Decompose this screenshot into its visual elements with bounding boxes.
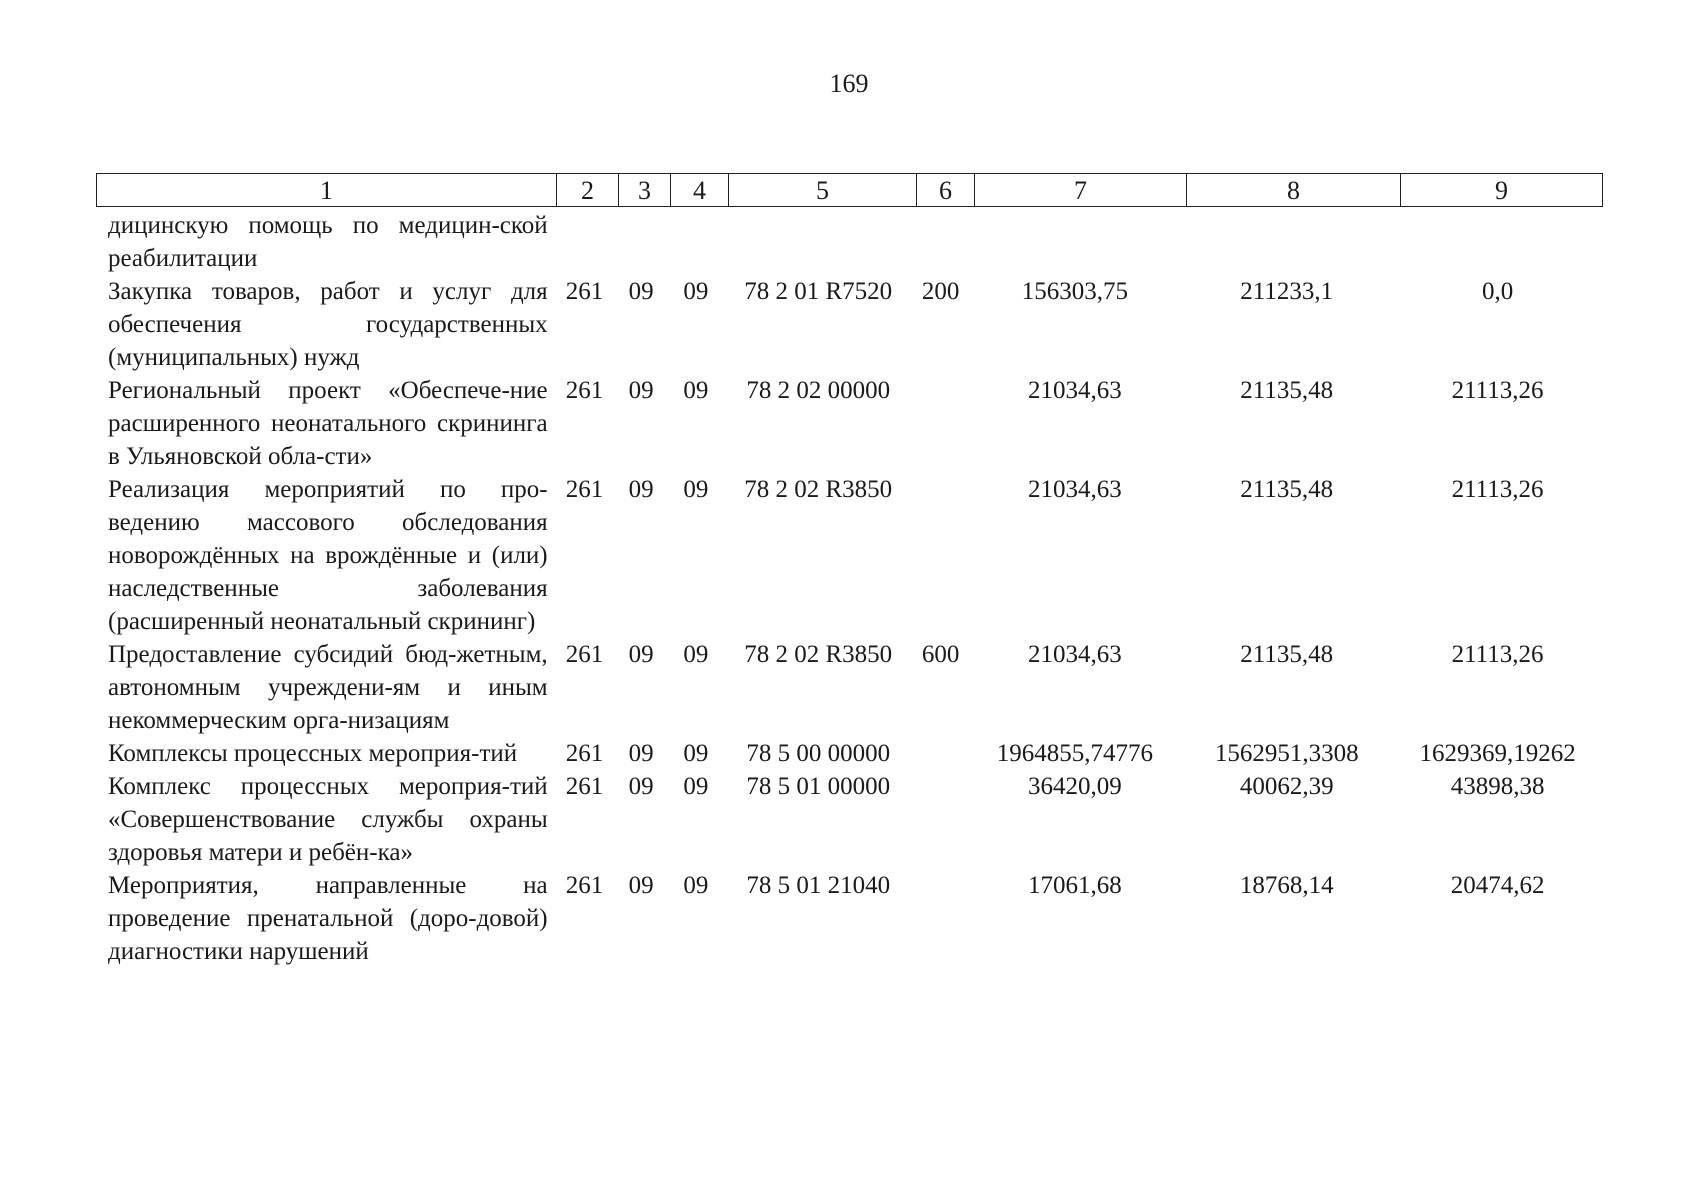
row-col4: 09 [683,773,709,800]
header-cell-6: 6 [917,174,975,207]
row-col6 [912,869,970,968]
row-name: Реализация мероприятий по про-ведению массового обследования новорождённых на врождённые и (или) наследственные заболевания (расширенный неонатальный скрининг) [108,476,548,635]
row-col5: 78 5 01 21040 [746,872,891,899]
row-col7: 36420,09 [1027,773,1122,800]
row-col5 [725,209,912,275]
table-row [96,869,1602,968]
row-name: Региональный проект «Обеспече-ние расширенного неонатального скрининга в Ульяновской обла-сти» [108,377,548,470]
row-col6 [912,473,970,638]
row-col2: 261 [565,476,604,503]
header-cell-5: 5 [729,174,917,207]
row-col2: 261 [565,377,604,404]
row-col7: 21034,63 [1027,476,1122,503]
row-col5: 78 5 01 00000 [746,773,891,800]
row-col7 [969,209,1180,275]
header-cell-3: 3 [619,174,671,207]
row-col4: 09 [683,641,709,668]
row-name: Комплекс процессных мероприя-тий «Совершенствование службы охраны здоровья матери и ребён-ка» [108,773,548,866]
row-col4: 09 [683,872,709,899]
row-col3: 09 [628,773,654,800]
row-col5: 78 2 02 R3850 [744,476,893,503]
header-cell-2: 2 [557,174,619,207]
row-col2: 261 [565,641,604,668]
row-col6: 600 [921,641,960,668]
header-cell-9: 9 [1401,174,1603,207]
page-number: 169 [829,69,869,98]
row-col9 [1393,209,1602,275]
row-col5: 78 2 02 00000 [746,377,891,404]
row-col9: 20474,62 [1450,872,1545,899]
row-col6 [912,209,970,275]
row-col9: 43898,38 [1450,773,1545,800]
row-col6 [912,374,970,473]
row-col8: 1562951,3308 [1214,740,1359,767]
row-col3: 09 [628,278,654,305]
table-row [96,209,1602,275]
row-col2: 261 [565,773,604,800]
row-col7: 1964855,74776 [996,740,1153,767]
table-row [96,473,1602,638]
table-row [96,275,1602,374]
row-col3: 09 [628,740,654,767]
row-col8: 211233,1 [1240,278,1334,305]
row-col8: 21135,48 [1240,377,1334,404]
table-row [96,770,1602,869]
header-cell-4: 4 [671,174,729,207]
table-body [96,209,1602,968]
row-col4 [667,209,725,275]
row-col3: 09 [628,377,654,404]
row-name: Комплексы процессных мероприя-тий [108,740,518,767]
row-col3: 09 [628,476,654,503]
row-col8: 21135,48 [1240,476,1334,503]
row-col2: 261 [565,872,604,899]
row-col7: 21034,63 [1027,377,1122,404]
row-col4: 09 [683,278,709,305]
row-col7: 17061,68 [1027,872,1122,899]
row-col7: 156303,75 [1021,278,1128,305]
header-cell-1: 1 [97,174,557,207]
row-col9: 0,0 [1481,278,1514,305]
row-col4: 09 [683,740,709,767]
row-name: дицинскую помощь по медицин-ской реабилитации [108,212,548,272]
row-col9: 1629369,19262 [1419,740,1576,767]
row-col6 [912,737,970,770]
row-col8: 18768,14 [1239,872,1334,899]
header-cell-7: 7 [975,174,1187,207]
row-col9: 21113,26 [1451,641,1544,668]
row-col2: 261 [565,740,604,767]
header-cell-8: 8 [1187,174,1401,207]
row-col8: 21135,48 [1240,641,1334,668]
row-col5: 78 2 01 R7520 [744,278,893,305]
row-col3: 09 [628,641,654,668]
table-row [96,374,1602,473]
row-col2 [554,209,616,275]
row-name: Предоставление субсидий бюд-жетным, автономным учреждени-ям и иным некоммерческим орга-низациям [108,641,548,734]
table-row [96,737,1602,770]
row-col2: 261 [565,278,604,305]
row-col4: 09 [683,476,709,503]
row-col3: 09 [628,872,654,899]
row-col6 [912,770,970,869]
row-name: Мероприятия, направленные на проведение пренатальной (доро-довой) диагностики нарушений [108,872,548,965]
row-col4: 09 [683,377,709,404]
row-col7: 21034,63 [1027,641,1122,668]
row-col8: 40062,39 [1239,773,1334,800]
row-name: Закупка товаров, работ и услуг для обеспечения государственных (муниципальных) нужд [108,278,548,371]
row-col9: 21113,26 [1451,476,1544,503]
table-header [96,173,1603,207]
row-col9: 21113,26 [1451,377,1544,404]
table-row [96,638,1602,737]
row-col3 [615,209,667,275]
row-col6: 200 [921,278,960,305]
row-col8 [1180,209,1393,275]
row-col5: 78 5 00 00000 [746,740,891,767]
row-col5: 78 2 02 R3850 [744,641,893,668]
